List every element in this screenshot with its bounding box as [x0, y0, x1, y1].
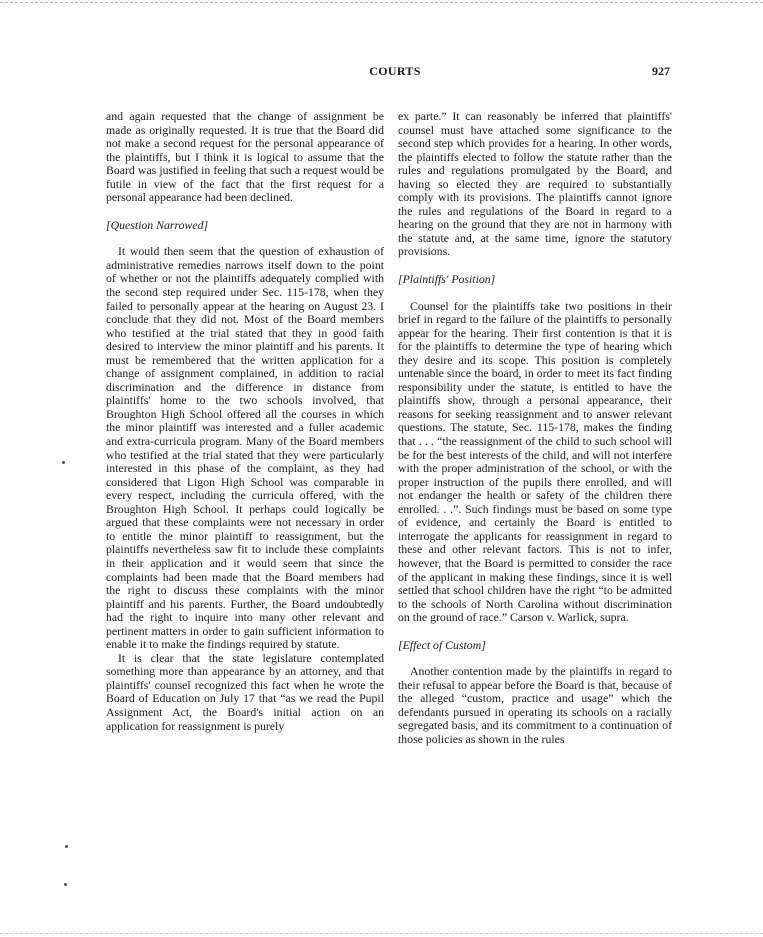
right-column — [398, 110, 672, 747]
left-paragraph-2: It would then seem that the question of exhaustion of administrative remedies narrows itself down to the point of whether or not the plaintiffs adequately complied with the second step required under Sec. 115-178, when they failed to personally appear at the hearing on August 23. I conclude that they did not. Most of the Board members who testified at the trial stated that they in good faith desired to interview the minor plaintiff and his parents. It must be remembered that the written application for a change of assignment complained, in addition to racial discrimination and the difference in distance from plaintiffs' home to the two schools involved, that Broughton High School offered all the courses in which the minor plaintiff was interested and a fuller academic and extra-curricula program. Many of the Board members who testified at the trial stated that they were particularly interested in this phase of the complaint, as they had considered that Ligon High School was comparable in every respect, including the curricula offered, with the Broughton High School. It perhaps could logically be argued that these complaints were not necessary in order to entitle the minor plaintiff to reassignment, but the plaintiffs nevertheless saw fit to include these complaints in their application and it would seem that since the complaints had been made that the Board members had the right to discuss these complaints with the minor plaintiff and his parents. Further, the Board undoubtedly had the right to inquire into many other relevant and pertinent matters in order to gain sufficient information to enable it to make the findings required by statute. — [106, 244, 384, 652]
left-paragraph-3: It is clear that the state legislature contemplated something more than appearance by an attorney, and that plaintiffs' counsel recognized this fact when he wrote the Board of Education on July 17 that “as we read the Pupil Assignment Act, the Board's initial action on an application for reassignment is purely — [106, 650, 384, 733]
top-scan-edge — [0, 2, 763, 3]
page-number: 927 — [652, 64, 670, 78]
scan-speck — [62, 461, 65, 464]
right-paragraph-1: ex parte.” It can reasonably be inferred that plaintiffs' counsel must have attached some significance to the second step which provides for a hearing. In other words, the plaintiffs elected to follow the statute rather than the rules and regulations promulgated by the Board, and having so elected they are required to substantially comply with its provisions. The plaintiffs cannot ignore the rules and regulations of the Board in regard to a hearing on the ground that they are not in harmony with the statute and, at the same time, ignore the statutory provisions. — [398, 109, 672, 259]
scan-speck — [64, 883, 67, 886]
scan-speck — [65, 845, 68, 848]
heading-plaintiffs-position: [Plaintiffs' Position] — [398, 272, 496, 287]
heading-question-narrowed: [Question Narrowed] — [106, 217, 209, 232]
right-paragraph-3: Another contention made by the plaintiffs in regard to their refusal to appear before the Board is that, because of the alleged “custom, practice and usage” which the defendants pursued in operating its schools on a racially segregated basis, and its commitment to a continuation of those policies as shown in the rules — [398, 664, 672, 746]
right-paragraph-2: Counsel for the plaintiffs take two positions in their brief in regard to the failure of the plaintiffs to personally appear for the hearing. Their first contention is that it is for the plaintiffs to determine the type of hearing which they desire and its scope. This position is completely untenable since the board, in order to meet its fact finding responsibility under the statute, is entitled to have the plaintiffs show, through a personal appearance, their reasons for seeking reassignment and to answer relevant questions. The statute, Sec. 115-178, makes the finding that . . . “the reassignment of the child to such school will be for the best interests of the child, and will not interfere with the proper administration of the school, or with the proper instruction of the pupils there enrolled, and will not endanger the health or safety of the children there enrolled. . .”. Such findings must be based on some type of evidence, and certainly the Board is entitled to interrogate the applicants for reassignment in regard to these and other relevant factors. This is not to infer, however, that the Board is permitted to consider the race of the applicant in making these findings, since it is well settled that school children have the right “to be admitted to the schools of North Carolina without discrimination on the ground of race.” Carson v. Warlick, supra. — [398, 298, 672, 625]
left-paragraph-1: and again requested that the change of assignment be made as originally requested. It is true that the Board did not make a second request for the personal appearance of the plaintiffs, but I think it is logical to assume that the Board was justified in feeling that such a request would be futile in view of the fact that the first request for a personal appearance had been declined. — [106, 109, 384, 205]
left-column — [106, 110, 384, 733]
running-header-section: COURTS — [369, 64, 421, 78]
bottom-scan-edge — [0, 933, 763, 934]
heading-effect-of-custom: [Effect of Custom] — [398, 637, 486, 652]
